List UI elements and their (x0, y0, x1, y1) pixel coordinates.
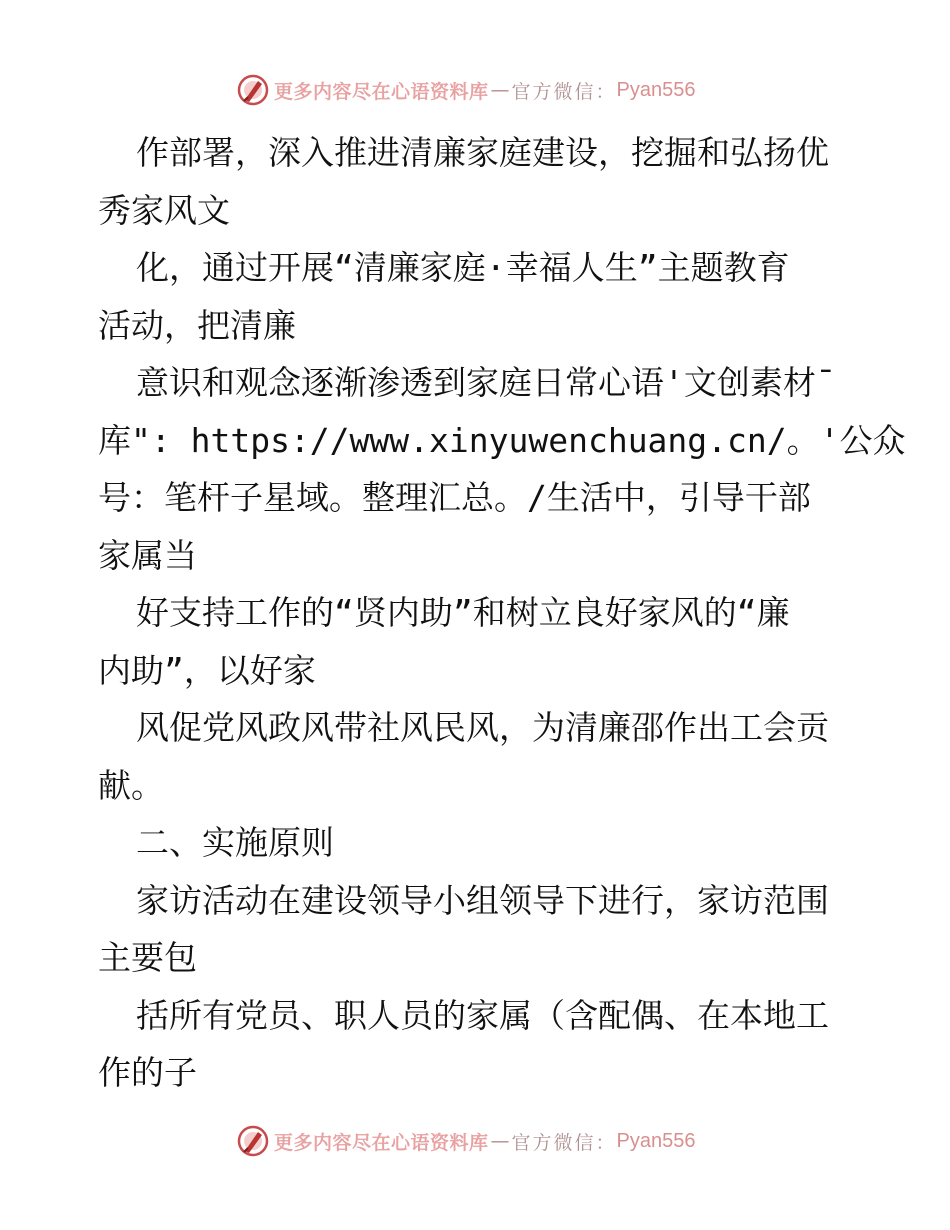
body-line: 家访活动在建设领导小组领导下进行，家访范围 (136, 880, 829, 920)
watermark-brand-text: 更多内容尽在心语资料库 (274, 80, 489, 103)
body-line: 活动，把清廉 (98, 305, 296, 345)
quill-logo-icon (236, 73, 270, 107)
body-line: 内助”，以好家 (98, 650, 316, 690)
body-line: 化，通过开展“清廉家庭·幸福人生”主题教育 (136, 248, 790, 287)
body-line: 作部署，深入推进清廉家庭建设，挖掘和弘扬优 (136, 133, 829, 172)
body-line: 作的子 (98, 1053, 197, 1092)
body-line: 献。 (98, 765, 164, 805)
body-line: 秀家风文 (98, 190, 230, 230)
body-line: 意识和观念逐渐渗透到家庭日常心语'文创素材¯ (136, 363, 836, 402)
body-line: 主要包 (98, 938, 197, 977)
watermark-wechat-label: 官方微信： (511, 80, 617, 103)
body-line: 库": https://www.xinyuwenchuang.cn/。'公众 (98, 420, 906, 460)
document-body (98, 124, 906, 1102)
header-watermark-banner (236, 73, 696, 107)
body-line: 好支持工作的“贤内助”和树立良好家风的“廉 (136, 593, 790, 632)
watermark-dash: — (490, 79, 510, 101)
watermark-account-id: Pyan556 (616, 78, 696, 101)
section-heading: 二、实施原则 (136, 823, 334, 862)
body-line: 家属当 (98, 535, 197, 575)
watermark-dash: — (490, 1130, 510, 1152)
footer-watermark-banner (236, 1124, 696, 1158)
body-line: 括所有党员、职人员的家属（含配偶、在本地工 (136, 995, 829, 1035)
watermark-wechat-label: 官方微信： (511, 1131, 617, 1154)
quill-logo-icon (236, 1124, 270, 1158)
watermark-brand-text: 更多内容尽在心语资料库 (274, 1131, 489, 1154)
watermark-account-id: Pyan556 (616, 1129, 696, 1152)
body-line: 号：笔杆子星域。整理汇总。/生活中，引导干部 (98, 478, 811, 517)
body-line: 风促党风政风带社风民风，为清廉邵作出工会贡 (136, 708, 829, 747)
